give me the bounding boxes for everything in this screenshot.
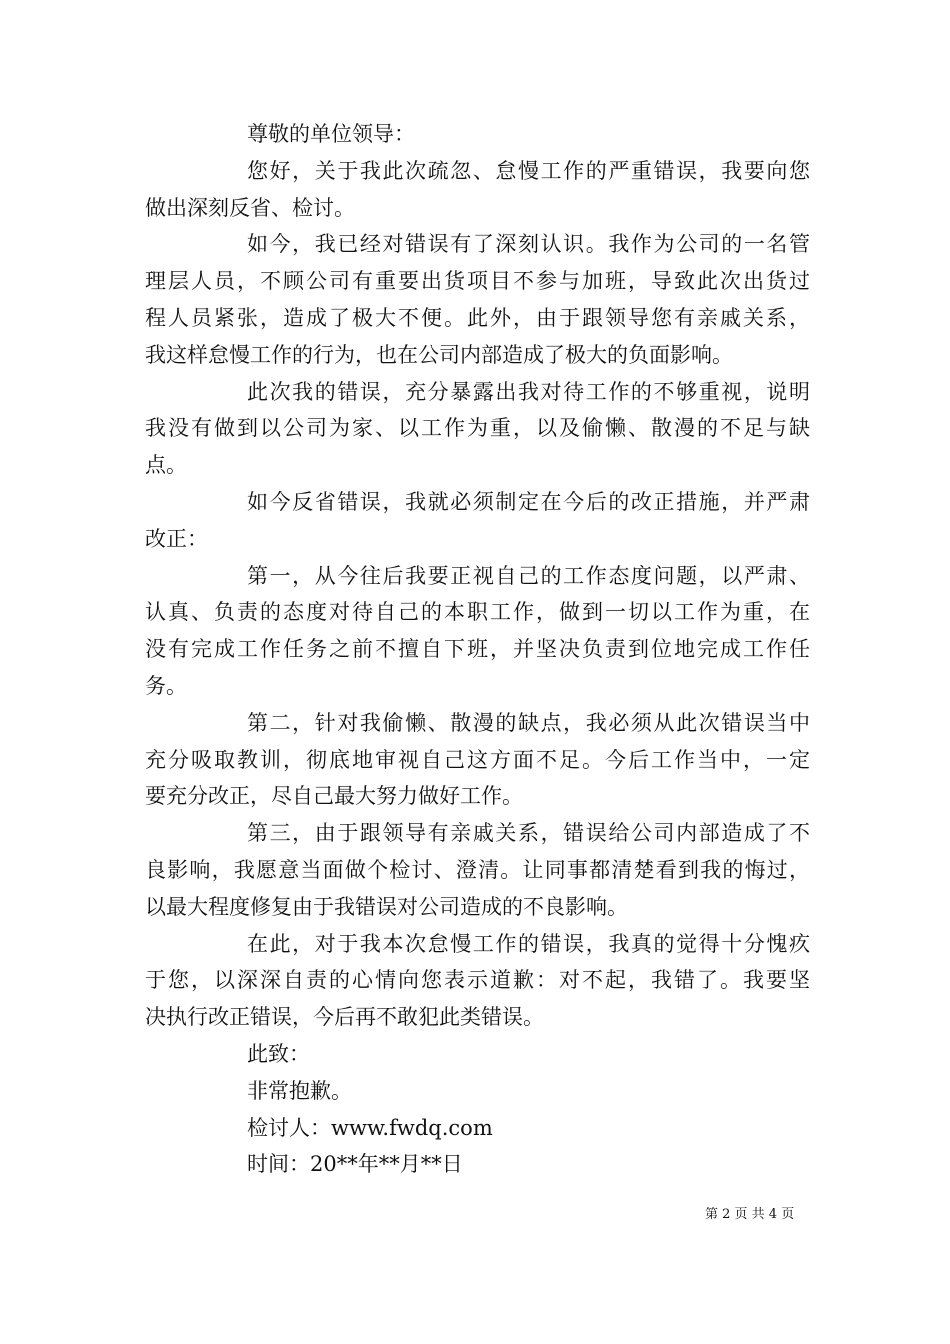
text-line: 第一，从今往后我要正视自己的工作态度问题，以严肃、: [247, 563, 810, 588]
text-line: 我这样怠慢工作的行为，也在公司内部造成了极大的负面影响。: [145, 342, 733, 367]
text-line: 如今，我已经对错误有了深刻认识。我作为公司的一名管: [247, 232, 810, 257]
text-line: 第二，针对我偷懒、散漫的缺点，我必须从此次错误当中: [247, 710, 810, 735]
text-line: 于您，以深深自责的心情向您表示道歉：对不起，我错了。我要坚: [145, 968, 810, 993]
text-line: 如今反省错误，我就必须制定在今后的改正措施，并严肃: [247, 489, 810, 514]
text-line: 认真、负责的态度对待自己的本职工作，做到一切以工作为重，在: [145, 600, 810, 625]
text-line: 非常抱歉。: [247, 1078, 352, 1103]
text-line: 理层人员，不顾公司有重要出货项目不参与加班，导致此次出货过: [145, 269, 810, 294]
text-line: 做出深刻反省、检讨。: [145, 195, 355, 220]
text-line: 没有完成工作任务之前不擅自下班，并坚决负责到位地完成工作任: [145, 637, 810, 662]
text-line: 此致：: [247, 1041, 310, 1066]
text-line: 您好，关于我此次疏忽、怠慢工作的严重错误，我要向您: [247, 158, 810, 183]
text-line: 时间：20**年**月**日: [247, 1152, 463, 1177]
text-line: 第三，由于跟领导有亲戚关系，错误给公司内部造成了不: [247, 821, 810, 846]
document-body: [145, 116, 810, 1183]
text-line: 决执行改正错误，今后再不敢犯此类错误。: [145, 1005, 544, 1030]
text-line: 充分吸取教训，彻底地审视自己这方面不足。今后工作当中，一定: [145, 747, 810, 772]
page-number-footer: 第 2 页 共 4 页: [705, 1207, 795, 1222]
text-line: 要充分改正，尽自己最大努力做好工作。: [145, 784, 523, 809]
text-line: 在此，对于我本次怠慢工作的错误，我真的觉得十分愧疚: [247, 931, 810, 956]
text-line: 务。: [145, 673, 187, 698]
text-line: 此次我的错误，充分暴露出我对待工作的不够重视，说明: [247, 379, 810, 404]
text-line: 良影响，我愿意当面做个检讨、澄清。让同事都清楚看到我的悔过，: [145, 857, 810, 882]
text-line: 检讨人：www.fwdq.com: [247, 1115, 493, 1140]
text-line: 尊敬的单位领导：: [247, 122, 415, 146]
text-line: 程人员紧张，造成了极大不便。此外，由于跟领导您有亲戚关系，: [145, 305, 810, 330]
text-line: 改正：: [145, 526, 208, 551]
text-line: 我没有做到以公司为家、以工作为重，以及偷懒、散漫的不足与缺: [145, 416, 810, 441]
text-line: 点。: [145, 453, 187, 478]
text-line: 以最大程度修复由于我错误对公司造成的不良影响。: [145, 894, 628, 919]
